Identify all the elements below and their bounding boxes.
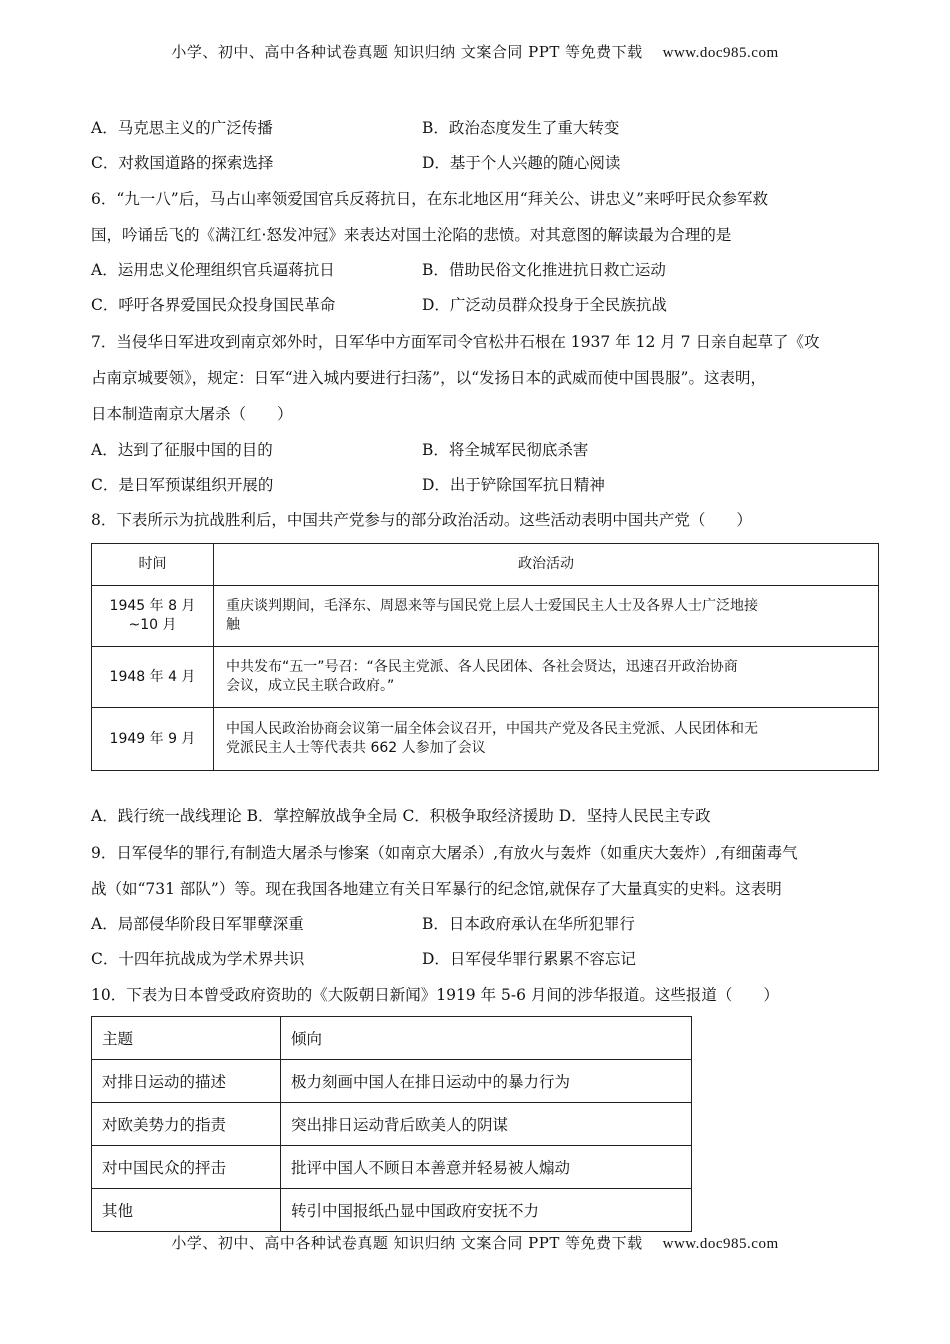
footer-text: 小学、初中、高中各种试卷真题 知识归纳 文案合同 PPT 等免费下载 (171, 1234, 643, 1252)
q8-activity-line: 中国人民政治协商会议第一届全体会议召开，中国共产党及各民主党派、人民团体和无 (226, 721, 758, 737)
page-header (0, 41, 950, 62)
q10-topic-cell: 其他 (92, 1189, 281, 1232)
q8-options: A．践行统一战线理论 B．掌控解放战争全局 C．积极争取经济援助 D．坚持人民民主专政 (91, 807, 711, 825)
q8-time-cell (92, 586, 214, 647)
q8-stem: 8．下表所示为抗战胜利后，中国共产党参与的部分政治活动。这些活动表明中国共产党（ ） (91, 511, 752, 529)
table-row (92, 1189, 692, 1232)
q10-topic-cell: 主题 (92, 1017, 281, 1060)
q10-topic-cell: 对中国民众的抨击 (92, 1146, 281, 1189)
table-row (92, 1017, 692, 1060)
table-row (92, 708, 879, 771)
q8-activity-cell (214, 708, 879, 771)
table-row (92, 1146, 692, 1189)
q6-stem-line1: 6．“九一八”后，马占山率领爱国官兵反蒋抗日，在东北地区用“拜关公、讲忠义”来呼吁民众参军救 (91, 190, 769, 208)
q10-topic-cell: 对排日运动的描述 (92, 1060, 281, 1103)
q9-option-a: A．局部侵华阶段日军罪孽深重 (91, 915, 304, 933)
table-row (92, 586, 879, 647)
q5-option-c: C．对救国道路的探索选择 (91, 154, 274, 172)
q8-time-line: 1945 年 8 月 (109, 598, 196, 614)
q10-tendency-cell: 突出排日运动背后欧美人的阴谋 (281, 1103, 692, 1146)
table-row (92, 1060, 692, 1103)
header-url[interactable]: www.doc985.com (662, 45, 779, 61)
q5-option-d: D．基于个人兴趣的随心阅读 (422, 154, 621, 172)
table-row (92, 647, 879, 708)
q7-option-b: B．将全城军民彻底杀害 (422, 441, 589, 459)
q9-stem-line2: 战（如“731 部队”）等。现在我国各地建立有关日军暴行的纪念馆,就保存了大量真实的史料。这表明 (91, 880, 782, 898)
q9-option-c: C．十四年抗战成为学术界共识 (91, 950, 305, 968)
q8-activity-line: 重庆谈判期间，毛泽东、周恩来等与国民党上层人士爱国民主人士及各界人士广泛地接 (226, 598, 758, 614)
q8-header-time: 时间 (92, 544, 214, 586)
q8-activity-line: 党派民主人士等代表共 662 人参加了会议 (226, 740, 486, 756)
q7-stem-line2: 占南京城要领》，规定：日军“进入城内要进行扫荡”，以“发扬日本的武威而使中国畏服”。这表明， (91, 369, 766, 387)
q10-tendency-cell: 极力刻画中国人在排日运动中的暴力行为 (281, 1060, 692, 1103)
q10-table (91, 1016, 692, 1232)
q5-option-a: A．马克思主义的广泛传播 (91, 119, 273, 137)
q10-tendency-cell: 批评中国人不顾日本善意并轻易被人煽动 (281, 1146, 692, 1189)
q10-stem: 10．下表为日本曾受政府资助的《大阪朝日新闻》1919 年 5-6 月间的涉华报道。这些报道（ ） (91, 986, 779, 1004)
q6-option-a: A．运用忠义伦理组织官兵逼蒋抗日 (91, 261, 335, 279)
q9-option-b: B．日本政府承认在华所犯罪行 (422, 915, 635, 933)
footer-url[interactable]: www.doc985.com (662, 1236, 779, 1252)
q10-topic-cell: 对欧美势力的指责 (92, 1103, 281, 1146)
q8-activity-line: 触 (226, 617, 240, 633)
q7-option-d: D．出于铲除国军抗日精神 (422, 476, 605, 494)
q8-activity-line: 会议，成立民主联合政府。” (226, 678, 395, 694)
q8-activity-cell (214, 647, 879, 708)
q10-tendency-cell: 倾向 (281, 1017, 692, 1060)
q6-option-c: C．呼吁各界爱国民众投身国民革命 (91, 296, 336, 314)
q9-stem-line1: 9．日军侵华的罪行,有制造大屠杀与惨案（如南京大屠杀）,有放火与轰炸（如重庆大轰炸）,有细菌毒气 (91, 844, 798, 862)
q7-stem-line3: 日本制造南京大屠杀（ ） (91, 405, 293, 423)
q10-tendency-cell: 转引中国报纸凸显中国政府安抚不力 (281, 1189, 692, 1232)
header-text: 小学、初中、高中各种试卷真题 知识归纳 文案合同 PPT 等免费下载 (171, 43, 643, 61)
q7-option-a: A．达到了征服中国的目的 (91, 441, 273, 459)
q7-option-c: C．是日军预谋组织开展的 (91, 476, 274, 494)
q8-time-cell: 1949 年 9 月 (92, 708, 214, 771)
page-footer (0, 1232, 950, 1253)
table-row (92, 1103, 692, 1146)
q8-time-cell: 1948 年 4 月 (92, 647, 214, 708)
q8-time-line: ~10 月 (128, 617, 177, 633)
q6-stem-line2: 国，吟诵岳飞的《满江红·怒发冲冠》来表达对国土沦陷的悲愤。对其意图的解读最为合理的是 (91, 226, 732, 244)
q8-table (91, 543, 879, 771)
q9-option-d: D．日军侵华罪行累累不容忘记 (422, 950, 636, 968)
q8-activity-cell (214, 586, 879, 647)
q6-option-b: B．借助民俗文化推进抗日救亡运动 (422, 261, 666, 279)
q8-header-activity: 政治活动 (214, 544, 879, 586)
q8-table-header (92, 544, 879, 586)
q8-activity-line: 中共发布“五一”号召：“各民主党派、各人民团体、各社会贤达，迅速召开政治协商 (226, 659, 738, 675)
q7-stem-line1: 7．当侵华日军进攻到南京郊外时，日军华中方面军司令官松井石根在 1937 年 12 月 7 日亲自起草了《攻 (91, 333, 820, 351)
q5-option-b: B．政治态度发生了重大转变 (422, 119, 620, 137)
q6-option-d: D．广泛动员群众投身于全民族抗战 (422, 296, 667, 314)
